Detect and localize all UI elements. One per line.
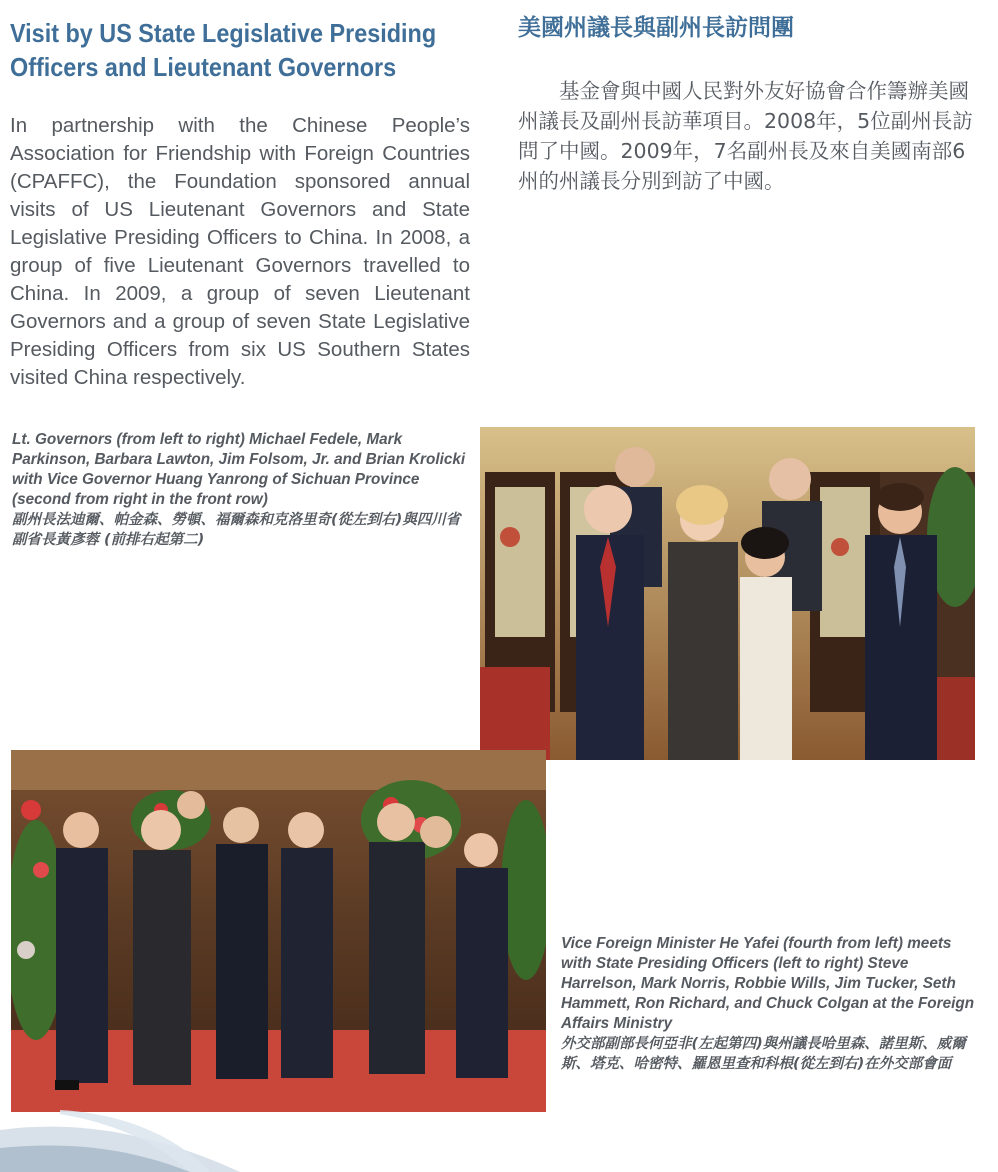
english-heading-line-1: Visit by US State Legislative Presiding [10, 18, 437, 48]
chinese-body-text: 基金會與中國人民對外友好協會合作籌辦美國州議長及副州長訪華項目。2008年，5位副州長訪問了中國。2009年，7名副州長及來自美國南部6州的州議長分別到訪了中國。 [518, 79, 973, 193]
decorative-swoosh [0, 1100, 420, 1172]
photo-2-illustration [11, 750, 546, 1112]
photo-1-caption [12, 430, 474, 550]
photo-2-caption-english: Vice Foreign Minister He Yafei (fourth from left) meets with State Presiding Officers (left to right) Steve Harrelson, Mark Norris, Robbie Wills, Jim Tucker, Seth Hammett, Ron Richard, and Chuck Colgan at the Foreign Affairs Ministry [561, 935, 975, 1032]
photo-2-caption [561, 934, 981, 1074]
photo-1-caption-english: Lt. Governors (from left to right) Michael Fedele, Mark Parkinson, Barbara Lawton, Jim Folsom, Jr. and Brian Krolicki with Vice Governor Huang Yanrong of Sichuan Province (second from right in the front row) [12, 431, 466, 508]
english-heading-line-2: Officers and Lieutenant Governors [10, 52, 397, 82]
photo-1-illustration [480, 427, 975, 760]
chinese-heading: 美國州議長與副州長訪問團 [518, 15, 794, 41]
photo-foreign-ministry-meeting [11, 750, 546, 1112]
photo-1-caption-chinese: 副州長法迪爾、帕金森、勞頓、福爾森和克洛里奇(從左到右)與四川省副省長黃彥蓉 (前排右起第二) [12, 512, 461, 548]
english-heading [10, 16, 437, 84]
english-body-paragraph: In partnership with the Chinese People’s Association for Friendship with Foreign Countries (CPAFFC), the Foundation sponsored annual visits of US Lieutenant Governors and State Legislative Presiding Officers to China. In 2008, a group of five Lieutenant Governors travelled to China. In 2009, a group of seven Lieutenant Governors and a group of seven State Legislative Presiding Officers from six US Southern States visited China respectively. [10, 114, 470, 389]
photo-2-caption-chinese: 外交部副部長何亞非(左起第四)與州議長哈里森、諾里斯、威爾斯、塔克、哈密特、羅恩里查和科根(從左到右)在外交部會面 [561, 1036, 966, 1072]
photo-lieutenant-governors-group [480, 427, 975, 760]
chinese-body-paragraph [518, 76, 978, 196]
